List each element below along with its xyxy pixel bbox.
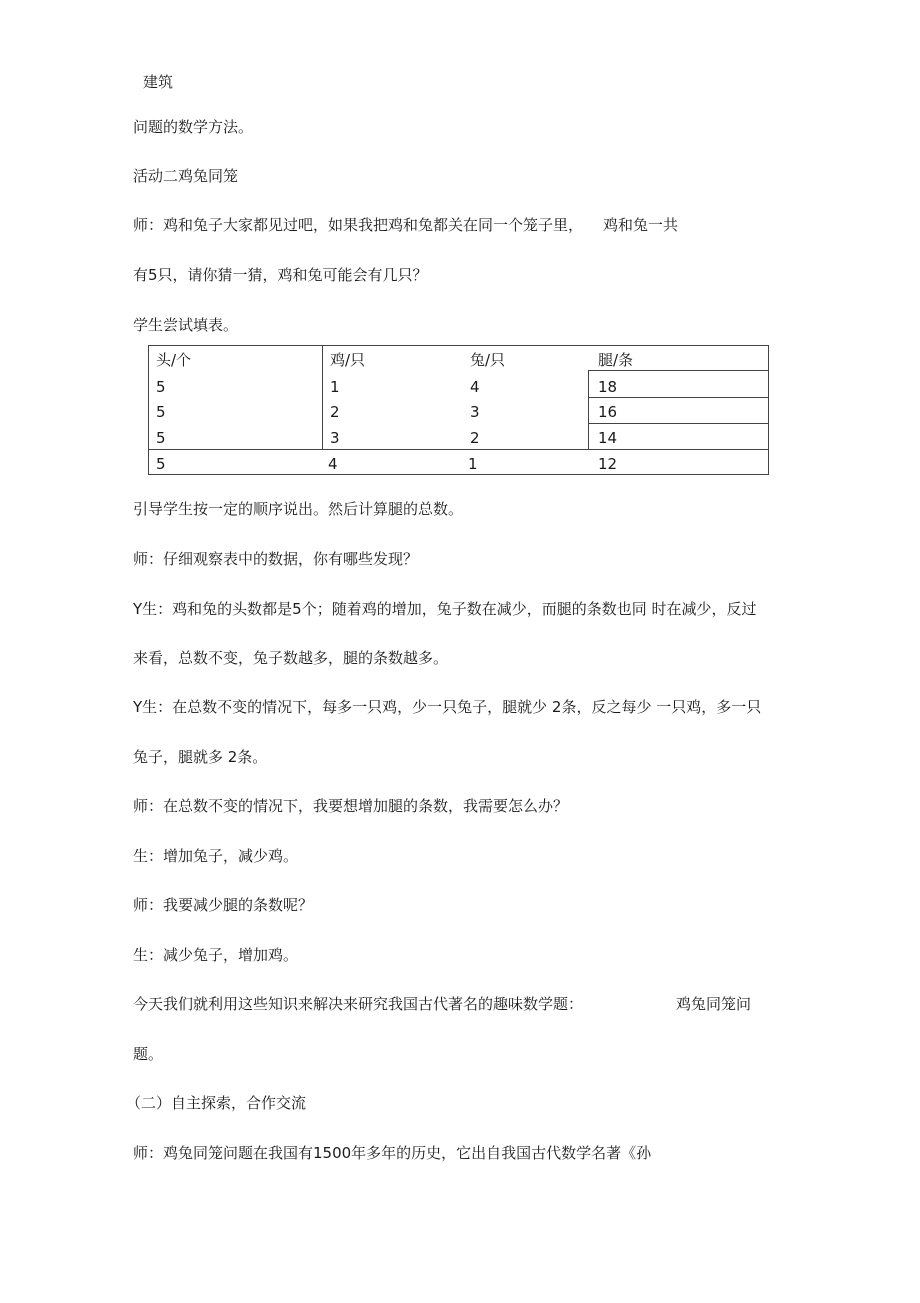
paragraph-line: 师：在总数不变的情况下，我要想增加腿的条数，我需要怎么办？: [133, 797, 569, 815]
table-header: 头/个: [156, 351, 192, 369]
table-cell: 12: [598, 455, 618, 473]
page-header: 建筑: [143, 73, 174, 91]
table-cell: 2: [330, 403, 340, 421]
paragraph-line: 来看，总数不变，兔子数越多，腿的条数越多。: [133, 649, 449, 667]
table-header: 鸡/只: [330, 351, 366, 369]
table-cell: 4: [328, 455, 338, 473]
paragraph-line: 今天我们就利用这些知识来解决来研究我国古代著名的趣味数学题：: [133, 995, 584, 1013]
table-cell: 5: [156, 455, 166, 473]
table-cell: 1: [468, 455, 478, 473]
table-cell: 1: [330, 378, 340, 396]
paragraph-line: 师：鸡兔同笼问题在我国有1500年多年的历史，它出自我国古代数学名著《孙: [133, 1144, 652, 1162]
paragraph-line: 问题的数学方法。: [133, 118, 254, 136]
section-title: （二）自主探索，合作交流: [126, 1094, 307, 1112]
paragraph-line: 生：减少兔子，增加鸡。: [133, 946, 299, 964]
paragraph-line: 有5只，请你猜一猜，鸡和兔可能会有几只？: [133, 266, 428, 284]
table-cell: 2: [470, 429, 480, 447]
table-cell: 5: [156, 429, 166, 447]
table-cell: 4: [470, 378, 480, 396]
table-cell: 3: [330, 429, 340, 447]
table-header: 兔/只: [470, 351, 506, 369]
table-cell: 16: [598, 403, 618, 421]
paragraph-line: 兔子，腿就多 2条。: [133, 748, 268, 766]
paragraph-line: 鸡兔同笼问: [676, 995, 752, 1013]
section-title: 活动二鸡兔同笼: [133, 167, 239, 185]
table-header: 腿/条: [598, 351, 634, 369]
paragraph-line: 题。: [133, 1045, 164, 1063]
table-cell: 5: [156, 378, 166, 396]
data-table: [148, 345, 769, 475]
table-cell: 18: [598, 378, 618, 396]
paragraph-line: 师：鸡和兔子大家都见过吧，如果我把鸡和兔都关在同一个笼子里，: [133, 216, 584, 234]
table-cell: 3: [470, 403, 480, 421]
table-cell: 5: [156, 403, 166, 421]
paragraph-line: 生：增加兔子，减少鸡。: [133, 847, 299, 865]
paragraph-line: Y生：在总数不变的情况下，每多一只鸡，少一只兔子，腿就少 2条，反之每少 一只鸡，多一只: [133, 698, 762, 716]
paragraph-line: 师：我要减少腿的条数呢？: [133, 896, 314, 914]
table-cell: 14: [598, 429, 618, 447]
paragraph-line: 师：仔细观察表中的数据，你有哪些发现？: [133, 550, 419, 568]
paragraph-line: 鸡和兔一共: [603, 216, 679, 234]
paragraph-line: Y生：鸡和兔的头数都是5个；随着鸡的增加，兔子数在减少，而腿的条数也同 时在减少，反过: [133, 600, 757, 618]
paragraph-line: 引导学生按一定的顺序说出。然后计算腿的总数。: [133, 500, 464, 518]
paragraph-line: 学生尝试填表。: [133, 316, 239, 334]
